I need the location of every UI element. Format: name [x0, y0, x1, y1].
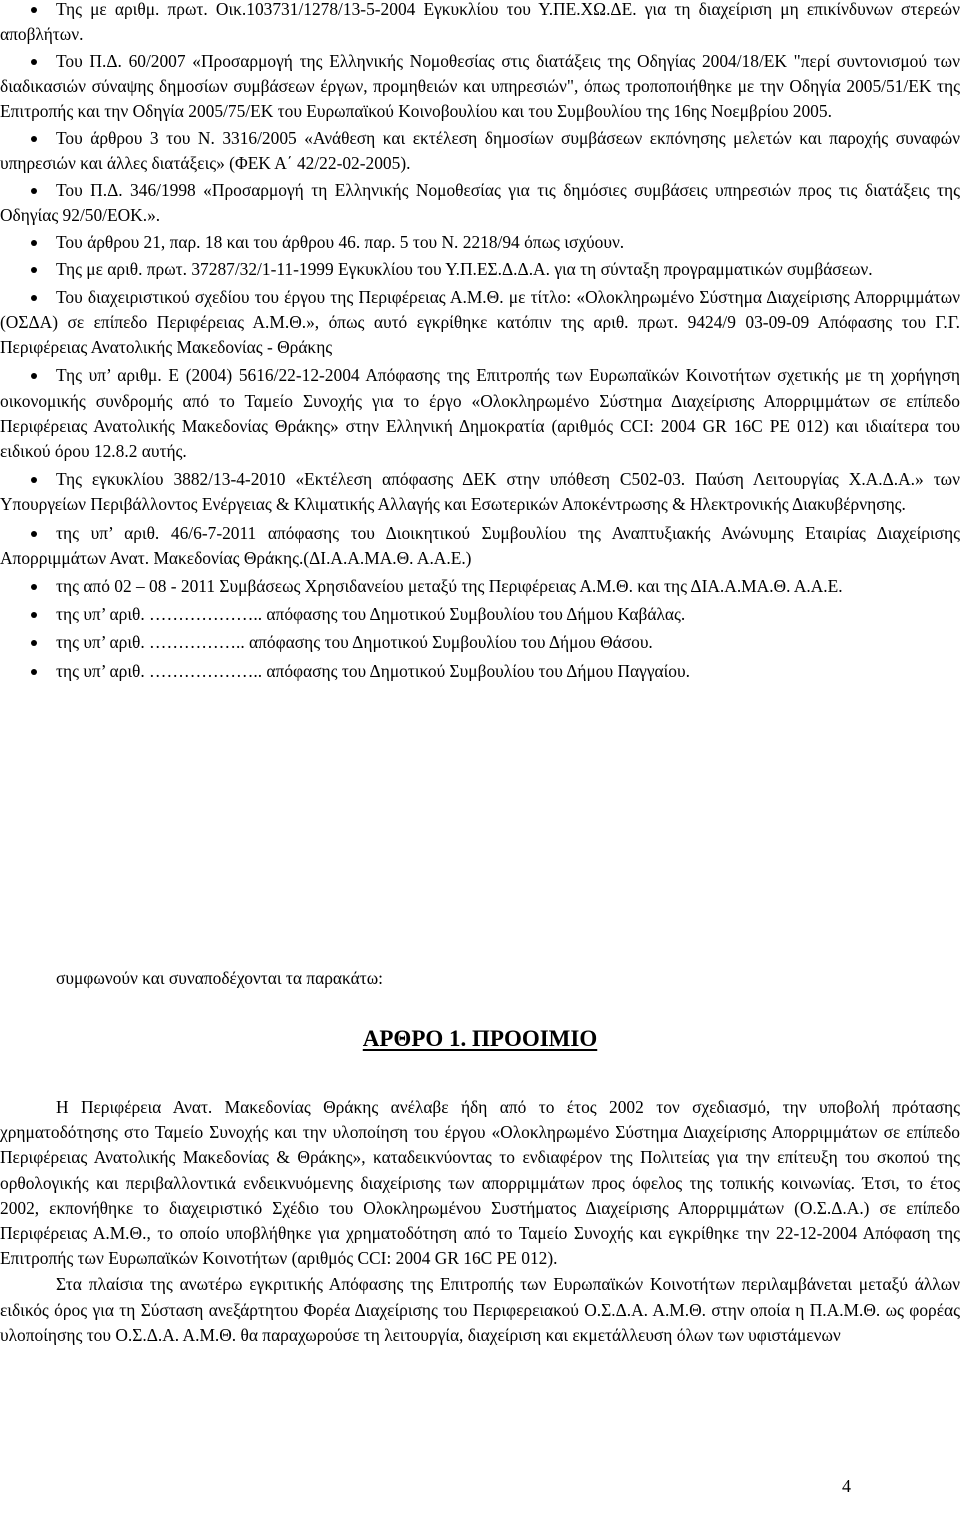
- list-item-text: Της εγκυκλίου 3882/13-4-2010 «Εκτέλεση απόφασης ΔΕΚ στην υπόθεση C502-03. Παύση Λειτουργίας Χ.Α.Δ.Α.» των Υπουργείων Περιβάλλοντος Ενέργειας & Κλιματικής Αλλαγής και Εσωτερικών Αποκέντρωσης & Ηλεκτρονικής Διακυβέρνησης.: [0, 469, 960, 515]
- legal-basis-list: [0, 0, 960, 684]
- list-item-text: Της με αριθμ. πρωτ. Οικ.103731/1278/13-5-2004 Εγκυκλίου του Υ.ΠΕ.ΧΩ.ΔΕ. για τη διαχείριση μη επικίνδυνων στερεών αποβλήτων.: [0, 0, 960, 45]
- bullet-icon: [31, 612, 37, 618]
- list-item-text: Του διαχειριστικού σχεδίου του έργου της Περιφέρειας Α.Μ.Θ. με τίτλο: «Ολοκληρωμένο Σύστημα Διαχείρισης Απορριμμάτων (ΟΣΔΑ) σε επίπεδο Περιφέρειας Α.Μ.Θ.», όπως αυτό εγκρίθηκε κατόπιν της αριθ. πρωτ. 9424/9 03-09-09 Απόφασης του Γ.Γ. Περιφέρειας Ανατολικής Μακεδονίας - Θράκης: [0, 286, 960, 358]
- bullet-icon: [31, 188, 37, 194]
- list-item: [0, 257, 960, 282]
- bullet-icon: [31, 267, 37, 273]
- list-item-text: Της με αριθ. πρωτ. 37287/32/1-11-1999 Εγκυκλίου του Υ.Π.ΕΣ.Δ.Δ.Α. για τη σύνταξη προγραμματικών συμβάσεων.: [56, 258, 873, 279]
- agreement-statement: συμφωνούν και συναποδέχονται τα παρακάτω:: [56, 968, 383, 988]
- page-number: 4: [842, 1476, 851, 1496]
- list-item: [0, 126, 960, 176]
- bullet-icon: [31, 669, 37, 675]
- list-item: [0, 630, 960, 655]
- list-item: [0, 230, 960, 255]
- bullet-icon: [31, 59, 37, 65]
- bullet-icon: [31, 136, 37, 142]
- bullet-icon: [31, 640, 37, 646]
- list-item: [0, 0, 960, 47]
- list-item: [0, 467, 960, 517]
- list-item-text: της υπ’ αριθ. 46/6-7-2011 απόφασης του Διοικητικού Συμβουλίου της Αναπτυξιακής Ανώνυμης Εταιρίας Διαχείρισης Απορριμμάτων Ανατ. Μακεδονίας Θράκης.(ΔΙ.Α.Α.ΜΑ.Θ. Α.Α.Ε.): [0, 522, 960, 568]
- list-item: [0, 178, 960, 228]
- list-item-text: Του άρθρου 21, παρ. 18 και του άρθρου 46. παρ. 5 του Ν. 2218/94 όπως ισχύουν.: [56, 231, 625, 252]
- list-item-text: Του Π.Δ. 346/1998 «Προσαρμογή τη Ελληνικής Νομοθεσίας για τις δημόσιες συμβάσεις υπηρεσιών προς τις διατάξεις της Οδηγίας 92/50/ΕΟΚ.».: [0, 179, 960, 226]
- bullet-icon: [31, 7, 37, 13]
- body-paragraph: Στα πλαίσια της ανωτέρω εγκριτικής Απόφασης της Επιτροπής των Ευρωπαϊκών Κοινοτήτων περιλαμβάνεται μεταξύ άλλων ειδικός όρος για τη Σύσταση ανεξάρτητου Φορέα Διαχείρισης του Περιφερειακού Ο.Σ.Δ.Α. Α.Μ.Θ. στην οποία η Π.Α.Μ.Θ. ως φορέας υλοποίησης του Ο.Σ.Δ.Α. Α.Μ.Θ. θα παραχωρούσε τη λειτουργία, διαχείριση και εκμετάλλευση όλων των υφιστάμενων: [0, 1274, 960, 1345]
- list-item: [0, 574, 960, 599]
- article-heading: ΑΡΘΡΟ 1. ΠΡΟΟΙΜΙΟ: [362, 1026, 598, 1051]
- list-item-text: της υπ’ αριθ. ……………….. απόφασης του Δημοτικού Συμβουλίου του Δήμου Καβάλας.: [56, 604, 686, 625]
- list-item: [0, 363, 960, 464]
- list-item-text: Της υπ’ αριθμ. Ε (2004) 5616/22-12-2004 Απόφασης της Επιτροπής των Ευρωπαϊκών Κοινοτήτων σχετικής με τη χορήγηση οικονομικής συνδρομής από το Ταμείο Συνοχής για το έργο «Ολοκληρωμένο Σύστημα Διαχείρισης Απορριμμάτων σε επίπεδο Περιφέρειας Ανατολικής Μακεδονίας Θράκης» στην Ελληνική Δημοκρατία (αριθμός CCI: 2004 GR 16C PE 012) και ιδιαίτερα του ειδικού όρου 12.8.2 αυτής.: [0, 365, 960, 461]
- bullet-icon: [31, 477, 37, 483]
- list-item-text: της από 02 – 08 - 2011 Συμβάσεως Χρησιδανείου μεταξύ της Περιφέρειας Α.Μ.Θ. και της ΔΙΑ.Α.ΜΑ.Θ. Α.Α.Ε.: [56, 575, 843, 596]
- list-item-text: της υπ’ αριθ. ……………….. απόφασης του Δημοτικού Συμβουλίου του Δήμου Παγγαίου.: [56, 660, 690, 681]
- article-body: [0, 1095, 960, 1348]
- list-item-text: Του Π.Δ. 60/2007 «Προσαρμογή της Ελληνικής Νομοθεσίας στις διατάξεις της Οδηγίας 2004/18/ΕΚ "περί συντονισμού των διαδικασιών σύναψης δημοσίων συμβάσεων έργων, προμηθειών και υπηρεσιών", όπως τροποποιήθηκε με την Οδηγία 2005/51/ΕΚ της Επιτροπής και την Οδηγία 2005/75/ΕΚ του Ευρωπαϊκού Κοινοβουλίου και του Συμβουλίου της 16ης Νοεμβρίου 2005.: [0, 50, 960, 122]
- bullet-icon: [31, 531, 37, 537]
- list-item: [0, 602, 960, 627]
- bullet-icon: [31, 295, 37, 301]
- bullet-icon: [31, 373, 37, 379]
- bullet-icon: [31, 240, 37, 246]
- list-item: [0, 521, 960, 571]
- list-item: [0, 659, 960, 684]
- list-item: [0, 285, 960, 361]
- list-item-text: Του άρθρου 3 του Ν. 3316/2005 «Ανάθεση και εκτέλεση δημοσίων συμβάσεων εκπόνησης μελετών και παροχής συναφών υπηρεσιών και άλλες διατάξεις» (ΦΕΚ Α΄ 42/22-02-2005).: [0, 128, 960, 174]
- body-paragraph: Η Περιφέρεια Ανατ. Μακεδονίας Θράκης ανέλαβε ήδη από το έτος 2002 τον σχεδιασμό, την υποβολή πρότασης χρηματοδότησης στο Ταμείο Συνοχής και την υλοποίηση του έργου «Ολοκληρωμένο Σύστημα Διαχείρισης Απορριμμάτων σε επίπεδο Περιφέρειας Ανατολικής Μακεδονίας & Θράκης», καταδεικνύοντας το ενδιαφέρον της Πολιτείας για την επίτευξη του σκοπού της ορθολογικής και περιβαλλοντικά ενδεικνυόμενης διαχείρισης των απορριμμάτων προς όφελος της τοπικής κοινωνίας. Έτσι, το έτος 2002, εκπονήθηκε το διαχειριστικό Σχέδιο του Ολοκληρωμένου Συστήματος Διαχείρισης Απορριμμάτων (Ο.Σ.Δ.Α.) σε επίπεδο Περιφέρειας Α.Μ.Θ., το οποίο υποβλήθηκε για χρηματοδότηση από το Ταμείο Συνοχής και εγκρίθηκε την 22-12-2004 Απόφαση της Επιτροπής των Ευρωπαϊκών Κοινοτήτων (αριθμός CCI: 2004 GR 16C PE 012).: [0, 1097, 960, 1269]
- list-item: [0, 49, 960, 125]
- bullet-icon: [31, 584, 37, 590]
- list-item-text: της υπ’ αριθ. …………….. απόφασης του Δημοτικού Συμβουλίου του Δήμου Θάσου.: [56, 632, 653, 653]
